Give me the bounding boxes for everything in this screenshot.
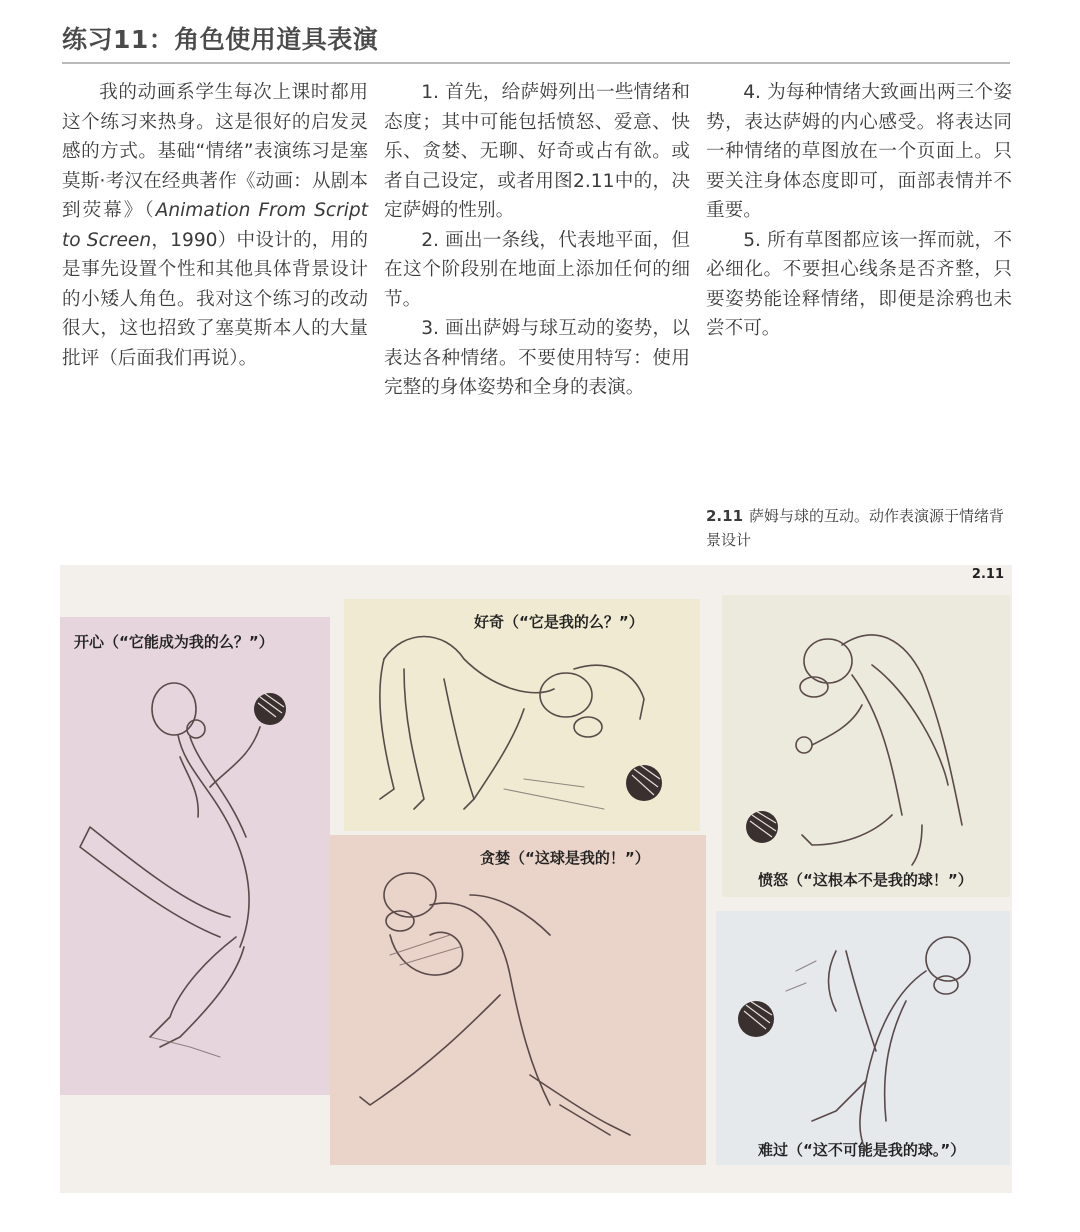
panel-curious <box>344 599 700 831</box>
step-1: 1. 首先，给萨姆列出一些情绪和态度；其中可能包括愤怒、爱意、快乐、贪婪、无聊、好奇或占有欲。或者自己设定，或者用图2.11中的，决定萨姆的性别。 <box>384 82 690 221</box>
book-title-english: Animation From Script to Screen <box>62 200 368 251</box>
text-column-1 <box>62 78 368 373</box>
step-2: 2. 画出一条线，代表地平面，但在这个阶段别在地面上添加任何的细节。 <box>384 229 690 310</box>
sketch-angry <box>722 595 1010 897</box>
figure-2-11 <box>60 565 1012 1193</box>
figure-label: 2.11 <box>971 567 1004 582</box>
paragraph-text: ，1990）中设计的，用的是事先设置个性和其他具体背景设计的小矮人角色。我对这个练习的改动很大，这也招致了塞莫斯本人的大量批评（后面我们再说）。 <box>62 229 368 369</box>
title-divider <box>62 62 1010 64</box>
panel-label-happy: 开心（“它能成为我的么？”） <box>74 633 274 651</box>
panel-happy <box>60 617 330 1095</box>
panel-greedy <box>330 835 706 1165</box>
step-3: 3. 画出萨姆与球互动的姿势，以表达各种情绪。不要使用特写：使用完整的身体姿势和全身的表演。 <box>384 318 690 398</box>
step-4: 4. 为每种情绪大致画出两三个姿势，表达萨姆的内心感受。将表达同一种情绪的草图放在一个页面上。只要关注身体态度即可，面部表情并不重要。 <box>706 82 1012 221</box>
panel-label-sad: 难过（“这不可能是我的球。”） <box>758 1141 966 1159</box>
caption-figure-number: 2.11 <box>706 507 744 525</box>
page-title: 练习11：角色使用道具表演 <box>62 25 379 54</box>
text-column-3 <box>706 78 1012 344</box>
sketch-sad <box>716 911 1010 1165</box>
panel-label-angry: 愤怒（“这根本不是我的球！”） <box>758 871 973 889</box>
paragraph <box>62 78 368 373</box>
sketch-happy <box>60 617 330 1095</box>
panel-angry <box>722 595 1010 897</box>
panel-label-curious: 好奇（“它是我的么？”） <box>474 613 644 631</box>
panel-label-greedy: 贪婪（“这球是我的！”） <box>480 849 650 867</box>
text-column-2 <box>384 78 690 403</box>
paragraph-text: 我的动画系学生每次上课时都用这个练习来热身。这是很好的启发灵感的方式。基础“情绪”表演练习是塞莫斯·考汉在经典著作《动画：从剧本到荧幕》（ <box>62 82 368 221</box>
panel-sad <box>716 911 1010 1165</box>
sketch-greedy <box>330 835 706 1165</box>
figure-caption <box>706 504 1012 552</box>
caption-text: 萨姆与球的互动。动作表演源于情绪背景设计 <box>706 507 1005 549</box>
sketch-curious <box>344 599 700 831</box>
step-5: 5. 所有草图都应该一挥而就，不必细化。不要担心线条是否齐整，只要姿势能诠释情绪，即便是涂鸦也未尝不可。 <box>706 229 1012 339</box>
